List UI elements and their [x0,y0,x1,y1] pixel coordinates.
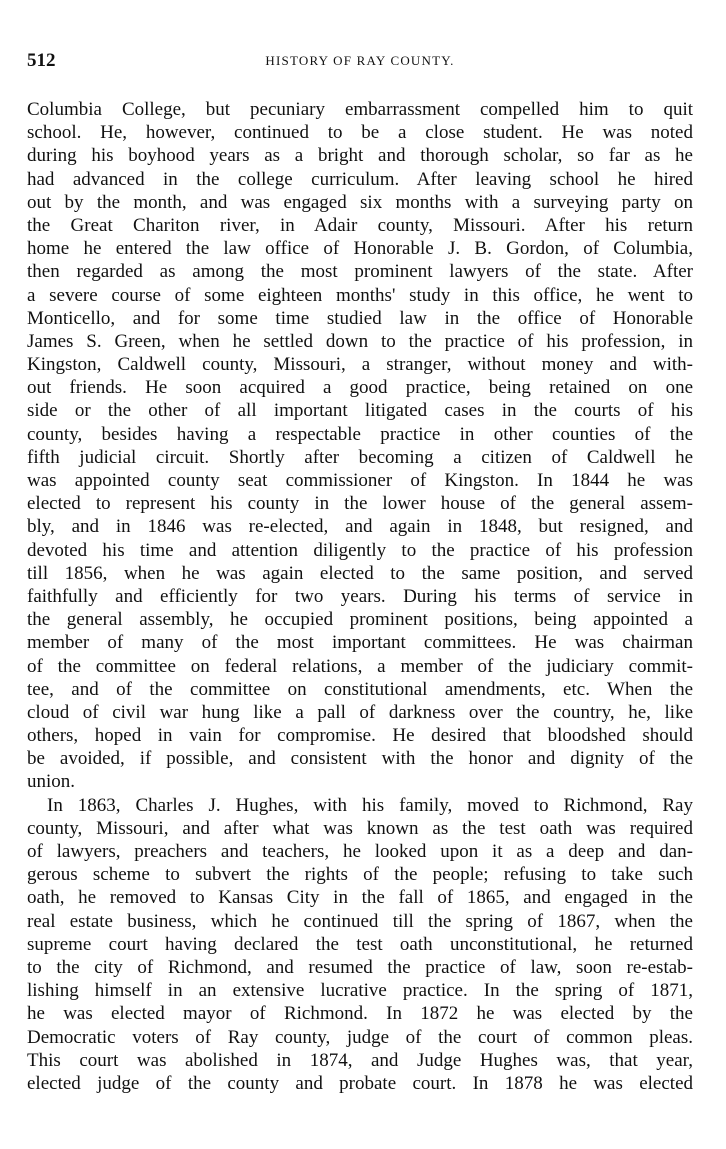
text-line: devoted his time and attention diligently to the practice of his profession [27,539,693,561]
text-line: others, hoped in vain for compromise. He desired that bloodshed should [27,725,693,747]
text-line: cloud of civil war hung like a pall of darkness over the country, he, like [27,701,693,723]
text-line: bly, and in 1846 was re-elected, and again in 1848, but resigned, and [27,516,693,538]
text-line: Democratic voters of Ray county, judge of the court of common pleas. [27,1026,693,1048]
text-line: had advanced in the college curriculum. After leaving school he hired [27,168,693,190]
text-line: school. He, however, continued to be a close student. He was noted [27,122,693,144]
paragraph [27,794,693,1095]
text-line: county, besides having a respectable practice in other counties of the [27,423,693,445]
text-line: elected to represent his county in the lower house of the general assem- [27,493,693,515]
text-line: faithfully and efficiently for two years. During his terms of service in [27,585,693,607]
text-line: elected judge of the county and probate court. In 1878 he was elected [27,1072,693,1094]
text-line: supreme court having declared the test oath unconstitutional, he returned [27,933,693,955]
page-header [27,50,693,74]
text-line: the general assembly, he occupied prominent positions, being appointed a [27,609,693,631]
text-line: out by the month, and was engaged six months with a surveying party on [27,191,693,213]
text-line: was appointed county seat commissioner of Kingston. In 1844 he was [27,470,693,491]
text-line: union. [27,771,76,793]
text-line: he was elected mayor of Richmond. In 1872 he was elected by the [27,1003,693,1025]
text-line: James S. Green, when he settled down to the practice of his profession, in [27,330,693,352]
text-line: county, Missouri, and after what was known as the test oath was required [27,817,693,839]
text-line: side or the other of all important litigated cases in the courts of his [27,400,693,422]
text-line: gerous scheme to subvert the rights of the people; refusing to take such [27,864,693,886]
text-line: of lawyers, preachers and teachers, he looked upon it as a deep and dan- [27,841,693,862]
page-body [27,98,693,1095]
text-line: oath, he removed to Kansas City in the fall of 1865, and engaged in the [27,887,693,909]
text-line: then regarded as among the most prominent lawyers of the state. After [27,261,693,283]
text-line: home he entered the law office of Honorable J. B. Gordon, of Columbia, [27,238,693,260]
text-line: In 1863, Charles J. Hughes, with his family, moved to Richmond, Ray [47,794,693,816]
running-title: HISTORY OF RAY COUNTY. [265,53,455,68]
text-line: to the city of Richmond, and resumed the practice of law, soon re-estab- [27,956,693,978]
text-line: during his boyhood years as a bright and thorough scholar, so far as he [27,145,693,167]
text-line: of the committee on federal relations, a member of the judiciary commit- [27,655,693,677]
paragraph [27,98,693,794]
text-line: out friends. He soon acquired a good practice, being retained on one [27,377,693,399]
page-number: 512 [27,50,56,71]
text-line: Monticello, and for some time studied law in the office of Honorable [27,307,693,329]
text-line: Columbia College, but pecuniary embarrassment compelled him to quit [27,99,693,120]
text-line: till 1856, when he was again elected to the same position, and served [27,562,693,584]
text-line: This court was abolished in 1874, and Judge Hughes was, that year, [27,1049,693,1071]
text-line: member of many of the most important committees. He was chairman [27,632,693,654]
text-line: the Great Chariton river, in Adair county, Missouri. After his return [27,214,693,236]
text-line: lishing himself in an extensive lucrative practice. In the spring of 1871, [27,980,693,1002]
text-line: tee, and of the committee on constitutional amendments, etc. When the [27,678,693,700]
text-line: real estate business, which he continued till the spring of 1867, when the [27,910,693,932]
text-line: fifth judicial circuit. Shortly after becoming a citizen of Caldwell he [27,446,693,468]
text-line: a severe course of some eighteen months' study in this office, he went to [27,284,693,306]
text-line: Kingston, Caldwell county, Missouri, a stranger, without money and with- [27,354,693,376]
text-line: be avoided, if possible, and consistent with the honor and dignity of the [27,748,693,770]
